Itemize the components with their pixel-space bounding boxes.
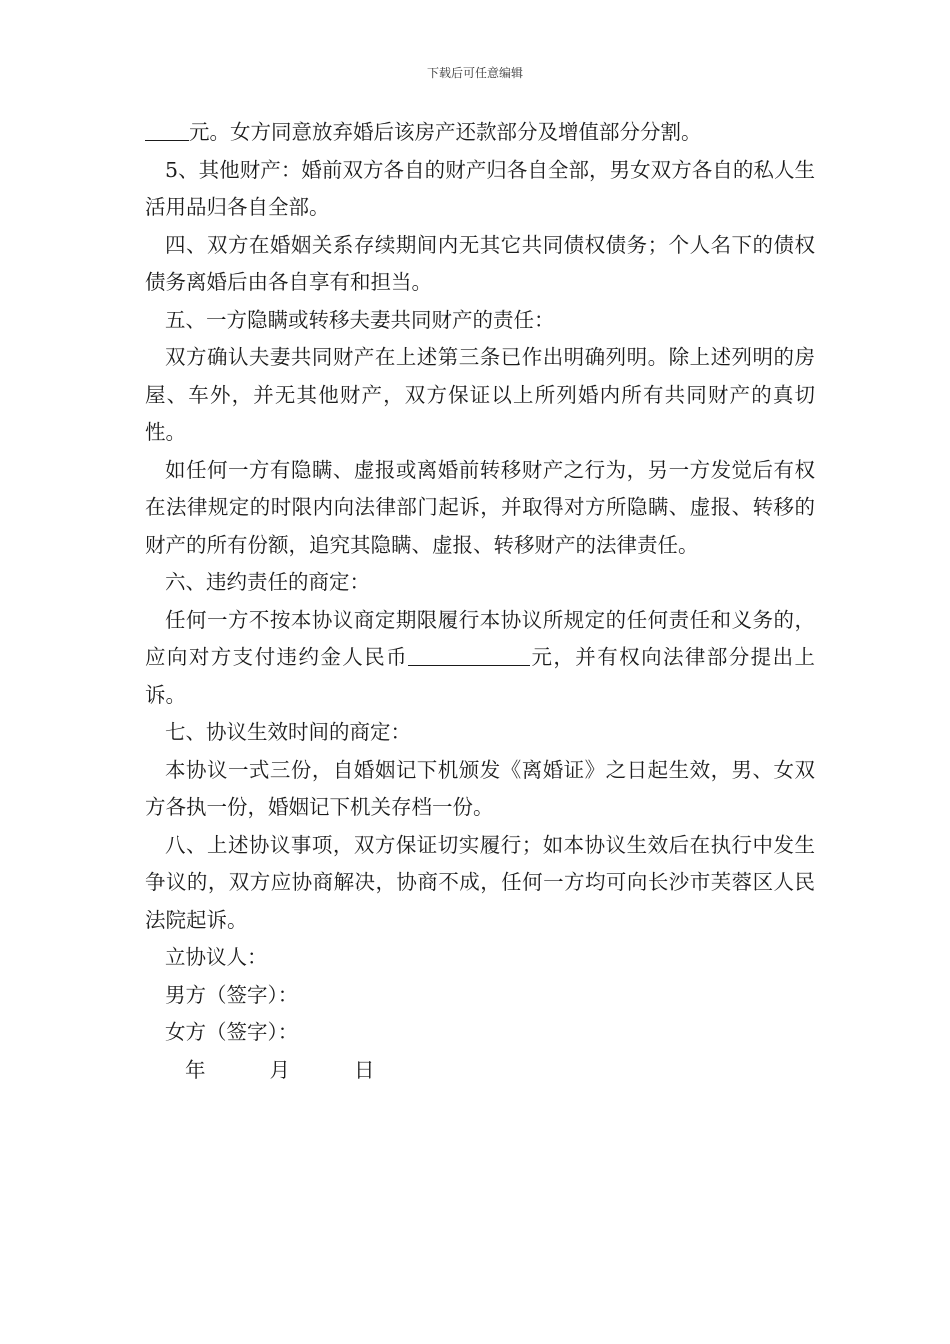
paragraph-house-repayment (145, 114, 815, 152)
paragraph-concealment-consequence: 如任何一方有隐瞒、虚报或离婚前转移财产之行为，另一方发觉后有权在法律规定的时限内向法律部门起诉，并取得对方所隐瞒、虚报、转移的财产的所有份额，追究其隐瞒、虚报、转移财产的法律责任。 (145, 457, 815, 557)
paragraph-text: 任何一方不按本协议商定期限履行本协议所规定的任何责任和义务的，应向对方支付违约金人民币 (145, 607, 815, 669)
page-header-note: 下载后可任意编辑 (426, 66, 523, 80)
heading-breach-liability: 六、违约责任的商定： (165, 570, 370, 594)
label-female-signature: 女方（签字）： (165, 1020, 299, 1044)
amount-blank (145, 120, 189, 141)
document-body (145, 114, 815, 1089)
paragraph-property-confirmation: 双方确认夫妻共同财产在上述第三条已作出明确列明。除上述列明的房屋、车外，并无其他财产，双方保证以上所列婚内所有共同财产的真切性。 (145, 345, 815, 444)
paragraph-copies: 本协议一式三份，自婚姻记下机颁发《离婚证》之日起生效，男、女双方各执一份，婚姻记下机关存档一份。 (145, 757, 815, 819)
paragraph-text: 元，并有权向法律部分提出上诉。 (145, 645, 816, 707)
paragraph-other-property: 5、其他财产：婚前双方各自的财产归各自全部，男女双方各自的私人生活用品归各自全部。 (145, 157, 815, 219)
paragraph-text: 元。女方同意放弃婚后该房产还款部分及增值部分分割。 (189, 120, 702, 144)
heading-concealment-liability: 五、一方隐瞒或转移夫妻共同财产的责任： (165, 307, 555, 332)
label-signatories: 立协议人： (165, 945, 268, 969)
paragraph-debts: 四、双方在婚姻关系存续期间内无其它共同债权债务；个人名下的债权债务离婚后由各自享有和担当。 (145, 232, 815, 294)
date-line (145, 1052, 815, 1090)
date-year: 年 (185, 1057, 206, 1082)
date-day: 日 (354, 1057, 375, 1082)
paragraph-breach-penalty (145, 602, 815, 715)
penalty-amount-blank (408, 645, 530, 666)
date-month: 月 (269, 1057, 290, 1082)
paragraph-dispute-resolution: 八、上述协议事项，双方保证切实履行；如本协议生效后在执行中发生争议的，双方应协商解决，协商不成，任何一方均可向长沙市芙蓉区人民法院起诉。 (145, 832, 815, 932)
heading-effective-time: 七、协议生效时间的商定： (165, 720, 411, 744)
label-male-signature: 男方（签字）： (165, 982, 299, 1007)
